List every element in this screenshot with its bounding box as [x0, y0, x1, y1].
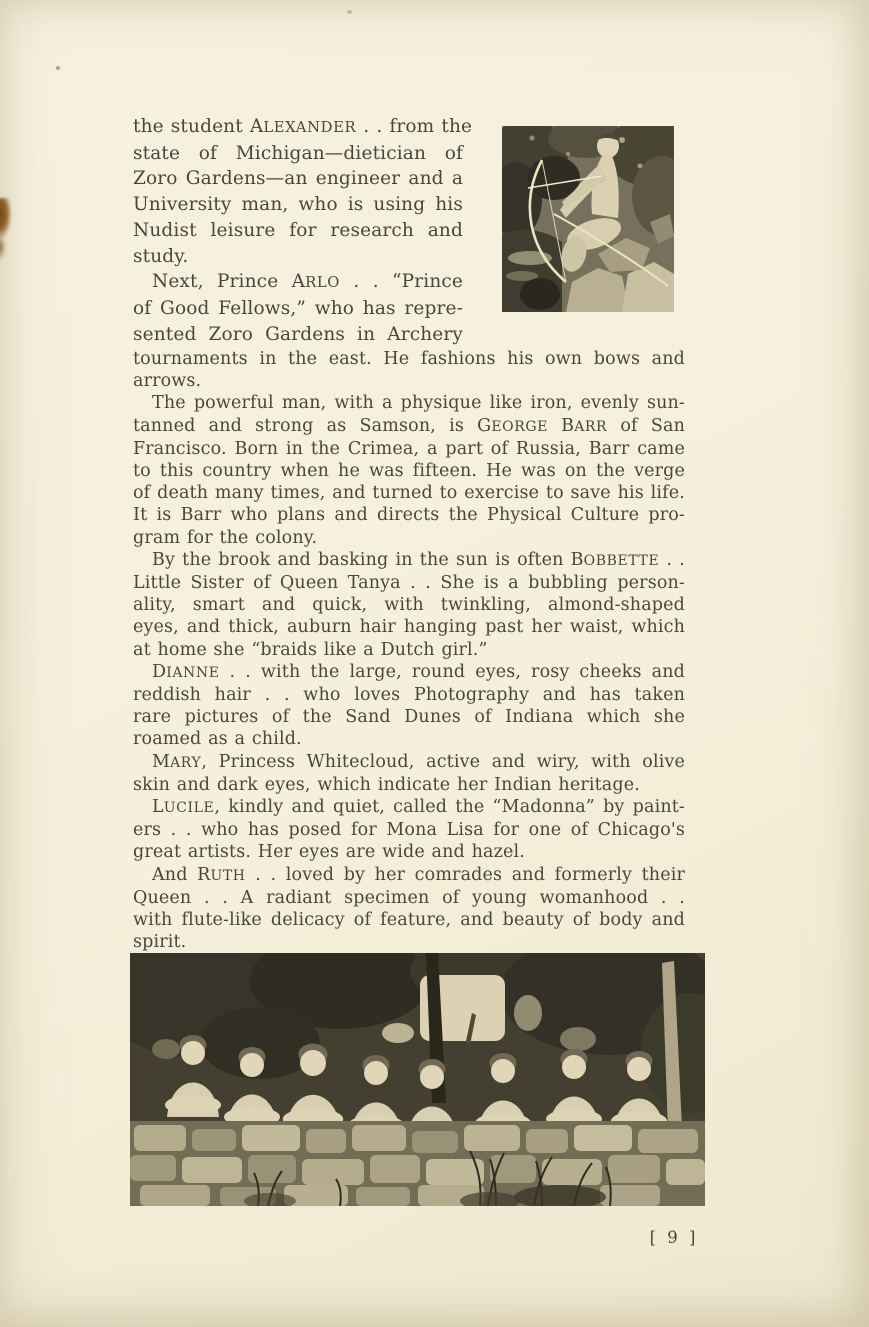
- text-line: Little Sister of Queen Tanya . . She is a bubbling person-: [133, 573, 685, 594]
- body-text: [133, 114, 685, 953]
- text-line: Next, Prince ARLO . . “Prince: [152, 271, 463, 293]
- text-line: University man, who is using his: [133, 194, 463, 216]
- text-line: LUCILE, kindly and quiet, called the “Madonna” by paint-: [152, 797, 685, 818]
- narrow-column: [133, 114, 473, 346]
- text-line: DIANNE . . with the large, round eyes, rosy cheeks and: [152, 661, 685, 682]
- group-photo-illustration: [130, 953, 705, 1206]
- text-line: at home she “braids like a Dutch girl.”: [133, 639, 488, 660]
- text-line: ers . . who has posed for Mona Lisa for one of Chicago's: [133, 820, 685, 841]
- text-line: with flute-like delicacy of feature, and beauty of body and: [133, 910, 685, 931]
- text-line: reddish hair . . who loves Photography and has taken: [133, 685, 685, 706]
- text-line: By the brook and basking in the sun is often BOBBETTE . .: [152, 549, 685, 570]
- text-line: tournaments in the east. He fashions his own bows and: [133, 349, 685, 369]
- text-line: sented Zoro Gardens in Archery: [133, 323, 463, 345]
- text-line: It is Barr who plans and directs the Physical Culture pro-: [133, 505, 685, 526]
- text-line: great artists. Her eyes are wide and hazel.: [133, 842, 525, 863]
- text-line: study.: [133, 245, 189, 267]
- text-line: of death many times, and turned to exercise to save his life.: [133, 483, 685, 504]
- text-line: the student ALEXANDER . . from the: [133, 116, 473, 137]
- text-photo-row: [133, 114, 685, 346]
- text-line: rare pictures of the Sand Dunes of Indiana which she: [133, 707, 685, 728]
- text-line: of Good Fellows,” who has repre-: [133, 297, 463, 319]
- text-line: Zoro Gardens—an engineer and a: [133, 168, 463, 190]
- text-line: Queen . . A radiant specimen of young womanhood . .: [133, 887, 685, 908]
- text-line: roamed as a child.: [133, 729, 302, 750]
- text-line: The powerful man, with a physique like iron, evenly sun-: [152, 393, 685, 414]
- text-line: gram for the colony.: [133, 527, 318, 548]
- text-line: ality, smart and quick, with twinkling, almond-shaped: [133, 595, 685, 616]
- text-line: And RUTH . . loved by her comrades and formerly their: [152, 864, 685, 885]
- paper-speck: [347, 10, 352, 14]
- text-line: arrows.: [133, 371, 202, 392]
- ink-stain: [0, 198, 11, 238]
- group-photo: [130, 953, 705, 1206]
- text-line: state of Michigan—dietician of: [133, 142, 463, 164]
- archer-photo: [502, 126, 674, 312]
- text-line: to this country when he was fifteen. He was on the verge: [133, 461, 685, 482]
- text-line: skin and dark eyes, which indicate her Indian heritage.: [133, 774, 640, 795]
- text-line: MARY, Princess Whitecloud, active and wiry, with olive: [152, 751, 685, 772]
- text-line: Nudist leisure for research and: [133, 219, 463, 241]
- wide-column: [133, 348, 685, 953]
- text-line: Francisco. Born in the Crimea, a part of Russia, Barr came: [133, 438, 685, 459]
- text-line: tanned and strong as Samson, is GEORGE BARR of San: [133, 415, 685, 436]
- paper-speck: [56, 66, 60, 70]
- page-number: [ 9 ]: [649, 1228, 699, 1247]
- text-line: eyes, and thick, auburn hair hanging past her waist, which: [133, 617, 685, 638]
- text-line: spirit.: [133, 932, 187, 953]
- archer-photo-illustration: [502, 126, 674, 312]
